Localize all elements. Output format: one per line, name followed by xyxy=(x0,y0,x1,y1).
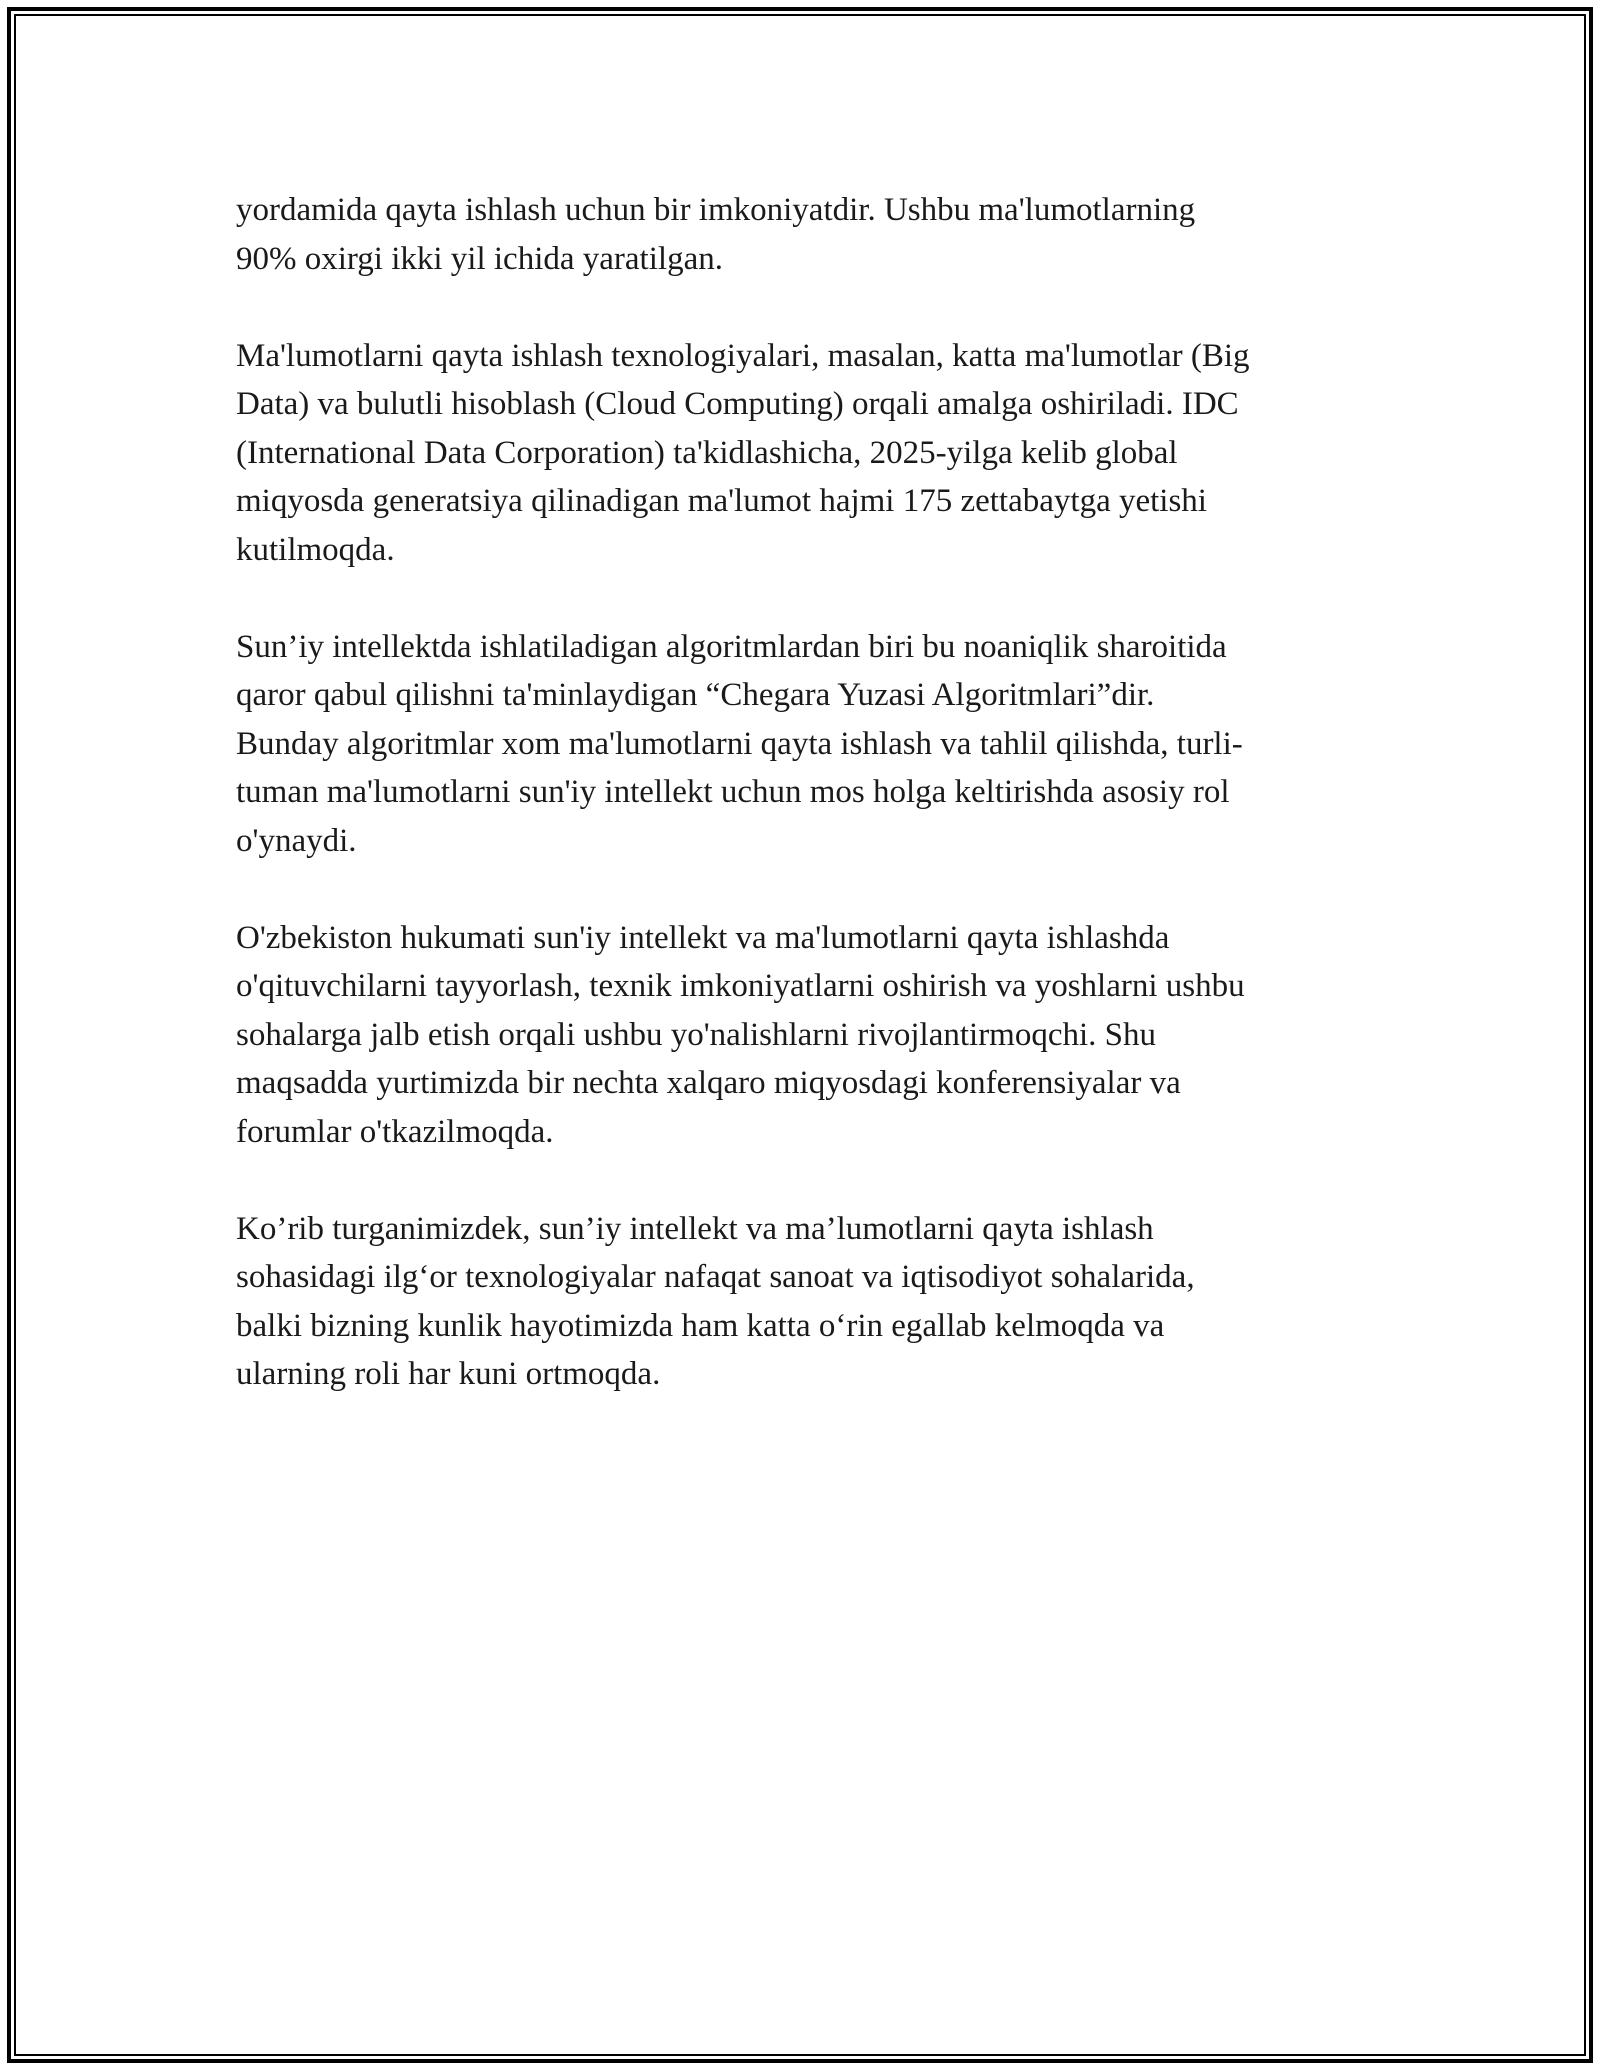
document-body xyxy=(236,186,1376,1447)
paragraph-algorithms: Sun’iy intellektda ishlatiladigan algoritmlardan biri bu noaniqlik sharoitida qaror qabul qilishni ta'minlaydigan “Chegara Yuzasi Algoritmlari”dir. Bunday algoritmlar xom ma'lumotlarni qayta ishlash va tahlil qilishda, turli- tuman ma'lumotlarni sun'iy intellekt uchun mos holga keltirishda asosiy rol o'ynaydi. xyxy=(236,628,1243,859)
paragraph-data-processing: Ma'lumotlarni qayta ishlash texnologiyalari, masalan, katta ma'lumotlar (Big Data) va bulutli hisoblash (Cloud Computing) orqali amalga oshiriladi. IDC (International Data Corporation) ta'kidlashicha, 2025-yilga kelib global miqyosda generatsiya qilinadigan ma'lumot hajmi 175 zettabaytga yetishi kutilmoqda. xyxy=(236,337,1250,568)
paragraph-continuation: yordamida qayta ishlash uchun bir imkoniyatdir. Ushbu ma'lumotlarning 90% oxirgi ikki yil ichida yaratilgan. xyxy=(236,192,1196,277)
paragraph-uzbekistan-government: O'zbekiston hukumati sun'iy intellekt va ma'lumotlarni qayta ishlashda o'qituvchilarni tayyorlash, texnik imkoniyatlarni oshirish va yoshlarni ushbu sohalarga jalb etish orqali ushbu yo'nalishlarni rivojlantirmoqchi. Shu maqsadda yurtimizda bir nechta xalqaro miqyosdagi konferensiyalar va forumlar o'tkazilmoqda. xyxy=(236,919,1245,1150)
paragraph-conclusion: Ko’rib turganimizdek, sun’iy intellekt va ma’lumotlarni qayta ishlash sohasidagi ilg‘or texnologiyalar nafaqat sanoat va iqtisodiyot sohalarida, balki bizning kunlik hayotimizda ham katta o‘rin egallab kelmoqda va ularning roli har kuni ortmoqda. xyxy=(236,1210,1195,1392)
